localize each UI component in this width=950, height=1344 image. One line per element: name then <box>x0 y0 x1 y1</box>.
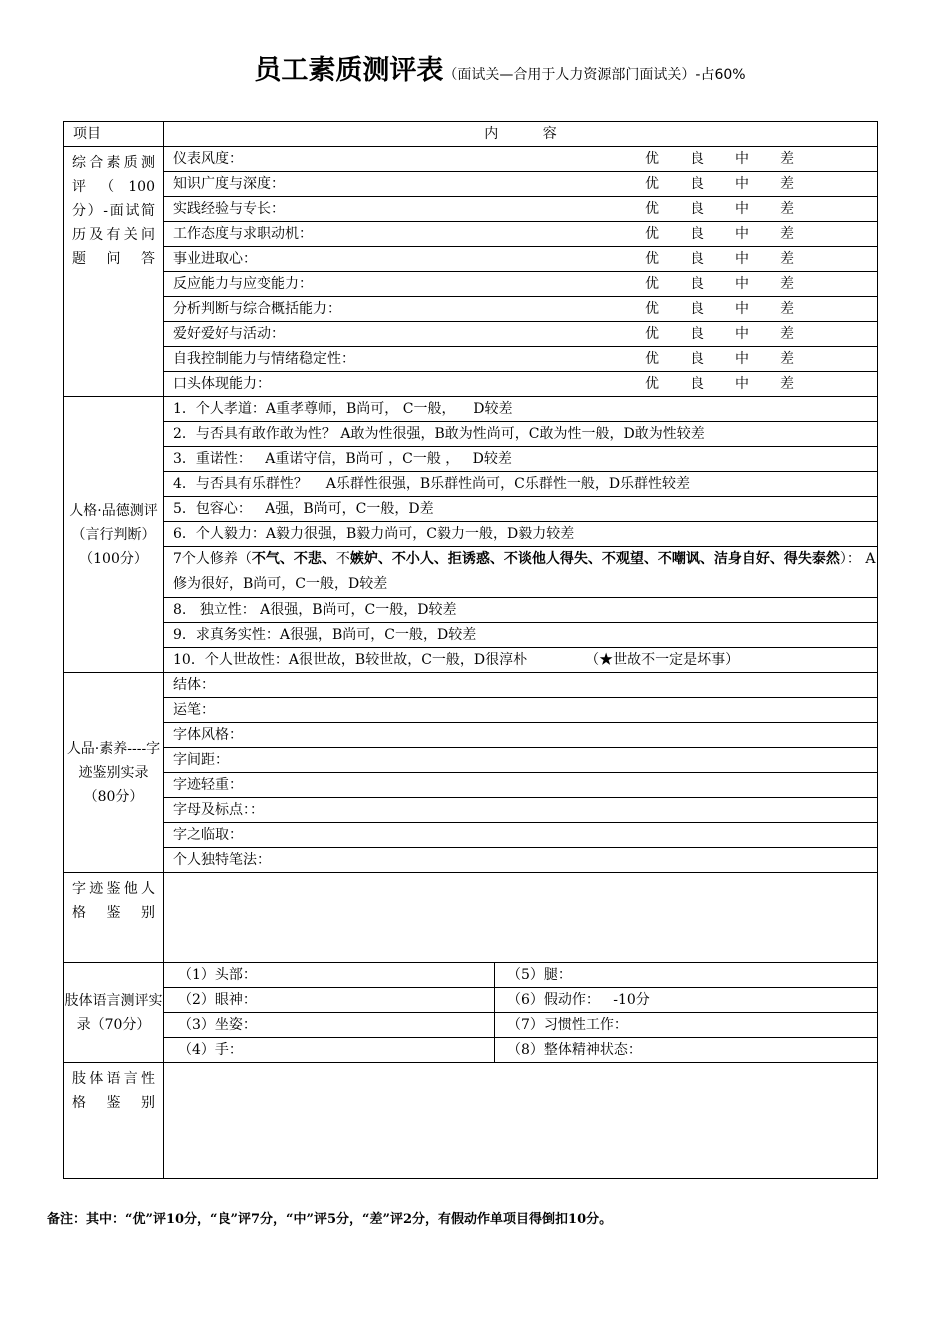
s1-row <box>64 247 878 272</box>
s3-row <box>64 748 878 773</box>
s3-item[interactable]: 字迹轻重： <box>164 773 878 798</box>
rating-option[interactable]: 差 <box>780 351 794 367</box>
footer-note: 备注：其中：“优”评10分，“良”评7分，“中”评5分，“差”评2分，有假动作单项目得倒扣10分。 <box>47 1212 613 1227</box>
s2-item: 3．重诺性： A重诺守信，B尚可 ，C一般 ， D较差 <box>164 447 878 472</box>
s1-row <box>64 147 878 172</box>
rating-option[interactable]: 差 <box>780 301 794 317</box>
header-row <box>64 122 878 147</box>
s2-row <box>64 623 878 648</box>
s1-item-label: 工作态度与求职动机： <box>173 226 313 242</box>
rating-option[interactable]: 良 <box>690 201 704 217</box>
s1-item-line <box>173 147 877 171</box>
rating-option[interactable]: 中 <box>735 176 749 192</box>
s1-item <box>164 222 878 247</box>
s2-row <box>64 648 878 673</box>
rating-option[interactable]: 优 <box>645 326 659 342</box>
s3-item[interactable]: 结体： <box>164 673 878 698</box>
s5-left-item[interactable]: （3）坐姿： <box>164 1013 495 1038</box>
title-sub: （面试关—合用于人力资源部门面试关）-占60% <box>443 67 746 83</box>
s1-item-label: 分析判断与综合概括能力： <box>173 301 341 317</box>
rating-option[interactable]: 良 <box>690 226 704 242</box>
section-2-label: 人格·品德测评（言行判断）（100分） <box>64 397 164 673</box>
rating-option[interactable]: 差 <box>780 326 794 342</box>
s1-row <box>64 322 878 347</box>
s3-row <box>64 798 878 823</box>
rating-option[interactable]: 良 <box>690 151 704 167</box>
section-5-label: 肢体语言测评实录（70分） <box>64 963 164 1063</box>
row7-bold1: 不气、不悲、 <box>251 551 336 567</box>
s5-left-item[interactable]: （4）手： <box>164 1038 495 1063</box>
s3-row <box>64 698 878 723</box>
rating-option[interactable]: 优 <box>645 276 659 292</box>
s1-row <box>64 272 878 297</box>
rating-option[interactable]: 中 <box>735 276 749 292</box>
s3-item[interactable]: 运笔： <box>164 698 878 723</box>
s2-item: 1．个人孝道：A重孝尊师，B尚可， C一般， D较差 <box>164 397 878 422</box>
s3-item[interactable]: 字体风格： <box>164 723 878 748</box>
section-1-label: 综合素质测评（100分）-面试简历及有关问题问答 <box>64 147 164 397</box>
s2-row <box>64 397 878 422</box>
rating-option[interactable]: 良 <box>690 351 704 367</box>
s3-item[interactable]: 个人独特笔法： <box>164 848 878 873</box>
row7-suffix: ）： A修为很好，B尚可，C一般，D较差 <box>173 551 876 592</box>
s1-item <box>164 322 878 347</box>
s3-row <box>64 848 878 873</box>
header-content: 内 容 <box>164 122 878 147</box>
rating-option[interactable]: 良 <box>690 176 704 192</box>
s1-item-label: 事业进取心： <box>173 251 257 267</box>
rating-option[interactable]: 优 <box>645 226 659 242</box>
row7-bold2: 嫉妒、不小人、拒诱惑、不谈他人得失、不观望、不嘲讽、洁身自好、得失泰然 <box>349 551 840 567</box>
rating-option[interactable]: 良 <box>690 301 704 317</box>
rating-option[interactable]: 优 <box>645 176 659 192</box>
title-main: 员工素质测评表 <box>254 55 444 86</box>
section-4-label: 字迹鉴他人格鉴别 <box>64 873 164 963</box>
s1-row <box>64 222 878 247</box>
rating-option[interactable]: 中 <box>735 226 749 242</box>
s1-item-label: 实践经验与专长： <box>173 201 285 217</box>
form-title <box>0 48 950 87</box>
s3-row <box>64 673 878 698</box>
rating-option[interactable]: 中 <box>735 151 749 167</box>
s2-item <box>164 547 878 598</box>
s5-row <box>64 1038 878 1063</box>
section-6-row <box>64 1063 878 1179</box>
s5-right-item[interactable]: （6）假动作： -10分 <box>495 988 878 1013</box>
s2-item: 9．求真务实性：A很强，B尚可，C一般，D较差 <box>164 623 878 648</box>
s1-item-line <box>173 222 877 246</box>
s3-item[interactable]: 字之临取： <box>164 823 878 848</box>
s5-row <box>64 988 878 1013</box>
s2-row <box>64 422 878 447</box>
s1-item-line <box>173 247 877 271</box>
rating-option[interactable]: 良 <box>690 276 704 292</box>
s3-row <box>64 773 878 798</box>
s1-item <box>164 172 878 197</box>
s1-item-label: 仪表风度： <box>173 151 243 167</box>
row7-mid: 不 <box>335 551 350 567</box>
s3-row <box>64 723 878 748</box>
s2-item: 8. 独立性： A很强，B尚可，C一般，D较差 <box>164 598 878 623</box>
rating-option[interactable]: 中 <box>735 251 749 267</box>
s1-item-label: 自我控制能力与情绪稳定性： <box>173 351 355 367</box>
s3-item[interactable]: 字间距： <box>164 748 878 773</box>
s1-row <box>64 172 878 197</box>
s3-row <box>64 823 878 848</box>
s2-row <box>64 472 878 497</box>
s2-item: 6．个人毅力：A毅力很强，B毅力尚可，C毅力一般，D毅力较差 <box>164 522 878 547</box>
s1-item-label: 口头体现能力： <box>173 376 271 392</box>
s1-item-label: 知识广度与深度： <box>173 176 285 192</box>
evaluation-table <box>63 121 878 1179</box>
rating-option[interactable]: 良 <box>690 376 704 392</box>
rating-option[interactable]: 差 <box>780 251 794 267</box>
rating-option[interactable]: 优 <box>645 301 659 317</box>
s5-right-item[interactable]: （8）整体精神状态： <box>495 1038 878 1063</box>
rating-option[interactable]: 差 <box>780 376 794 392</box>
rating-option[interactable]: 优 <box>645 201 659 217</box>
rating-option[interactable]: 中 <box>735 326 749 342</box>
s1-item-label: 反应能力与应变能力： <box>173 276 313 292</box>
s1-item-label: 爱好爱好与活动： <box>173 326 285 342</box>
rating-option[interactable]: 差 <box>780 176 794 192</box>
s1-row <box>64 347 878 372</box>
s3-item[interactable]: 字母及标点：： <box>164 798 878 823</box>
s1-item <box>164 197 878 222</box>
s1-item-line <box>173 172 877 196</box>
s1-row <box>64 197 878 222</box>
section-4-content[interactable] <box>164 873 878 963</box>
row7-prefix: 7个人修养（ <box>173 551 252 567</box>
s5-row <box>64 963 878 988</box>
rating-option[interactable]: 中 <box>735 201 749 217</box>
s2-row <box>64 522 878 547</box>
s1-item-line <box>173 197 877 221</box>
rating-option[interactable]: 优 <box>645 376 659 392</box>
s2-row <box>64 547 878 598</box>
s1-item <box>164 297 878 322</box>
s2-row <box>64 598 878 623</box>
rating-option[interactable]: 中 <box>735 351 749 367</box>
s2-item: 2．与否具有敢作敢为性？ A敢为性很强，B敢为性尚可，C敢为性一般，D敢为性较差 <box>164 422 878 447</box>
s1-row <box>64 372 878 397</box>
s1-item <box>164 247 878 272</box>
rating-option[interactable]: 中 <box>735 301 749 317</box>
s1-item-line <box>173 297 877 321</box>
rating-option[interactable]: 差 <box>780 151 794 167</box>
rating-option[interactable]: 差 <box>780 276 794 292</box>
s5-left-item[interactable]: （2）眼神： <box>164 988 495 1013</box>
s2-row <box>64 497 878 522</box>
section-6-content[interactable] <box>164 1063 878 1179</box>
s1-item <box>164 272 878 297</box>
s1-row <box>64 297 878 322</box>
rating-option[interactable]: 优 <box>645 351 659 367</box>
section-6-label: 肢体语言性格鉴别 <box>64 1063 164 1179</box>
section-3-label: 人品·素养----字迹鉴别实录（80分） <box>64 673 164 873</box>
s1-item-line <box>173 372 877 396</box>
s5-row <box>64 1013 878 1038</box>
s2-item <box>164 648 878 673</box>
row10-text: 10．个人世故性：A很世故，B较世故，C一般，D很淳朴 <box>173 652 528 668</box>
rating-option[interactable]: 优 <box>645 251 659 267</box>
rating-option[interactable]: 优 <box>645 151 659 167</box>
rating-option[interactable]: 良 <box>690 251 704 267</box>
row10-note: （★世故不一定是坏事） <box>585 652 740 668</box>
rating-option[interactable]: 良 <box>690 326 704 342</box>
s5-right-item[interactable]: （7）习惯性工作： <box>495 1013 878 1038</box>
s2-row <box>64 447 878 472</box>
s5-right-item[interactable]: （5）腿： <box>495 963 878 988</box>
rating-option[interactable]: 差 <box>780 226 794 242</box>
rating-option[interactable]: 中 <box>735 376 749 392</box>
header-item: 项目 <box>64 122 164 147</box>
s2-item: 5．包容心： A强，B尚可，C一般，D差 <box>164 497 878 522</box>
s1-item <box>164 147 878 172</box>
rating-option[interactable]: 差 <box>780 201 794 217</box>
s1-item-line <box>173 322 877 346</box>
s1-item-line <box>173 272 877 296</box>
s1-item <box>164 372 878 397</box>
s5-left-item[interactable]: （1）头部： <box>164 963 495 988</box>
section-4-row <box>64 873 878 963</box>
s2-item: 4．与否具有乐群性？ A乐群性很强，B乐群性尚可，C乐群性一般，D乐群性较差 <box>164 472 878 497</box>
s1-item <box>164 347 878 372</box>
s1-item-line <box>173 347 877 371</box>
